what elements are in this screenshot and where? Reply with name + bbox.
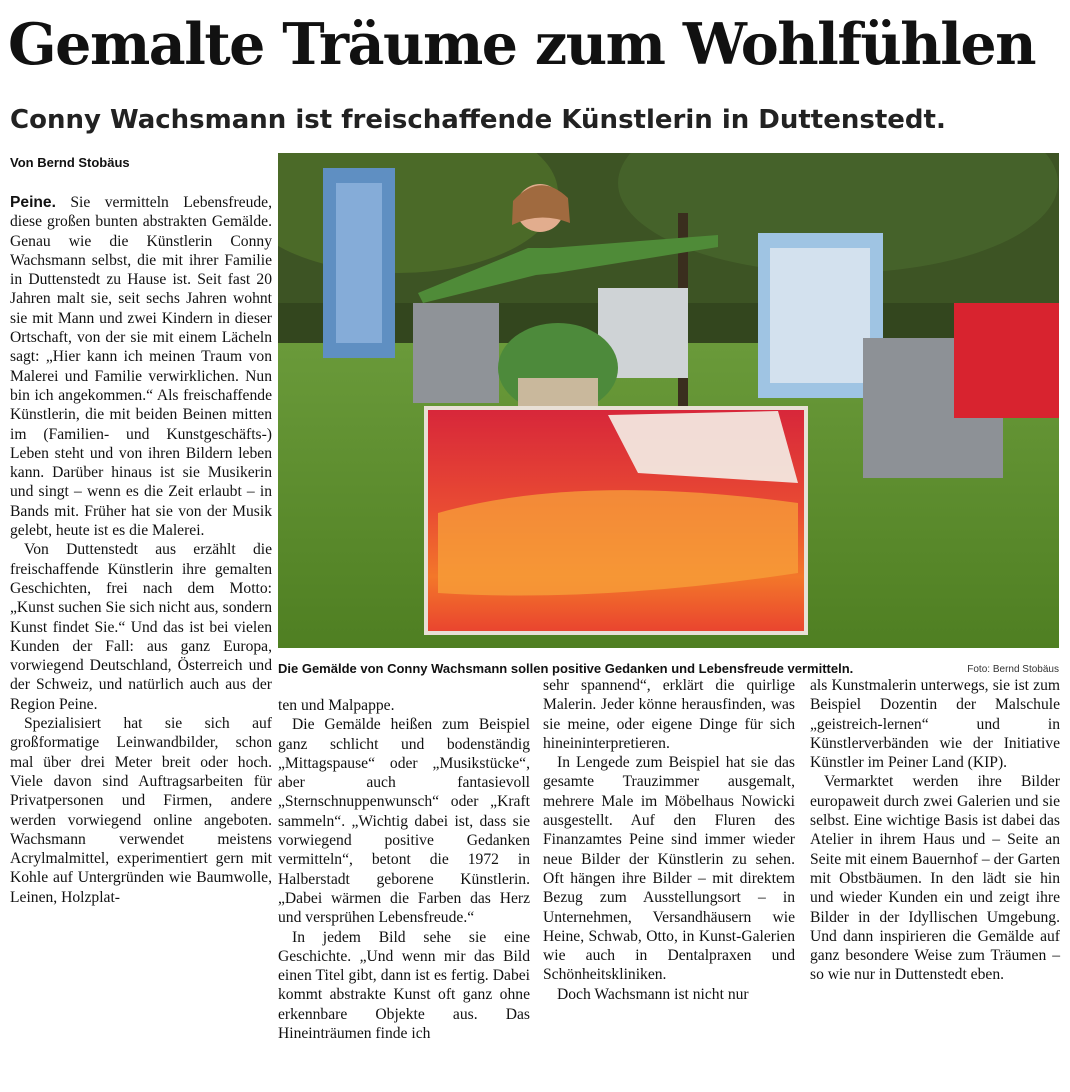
paragraph: als Kunstmalerin unterwegs, sie ist zum Beispiel Dozentin der Malschule „geistreich-lernen“ und in Künstlerverbänden wie der Initiative Künstler im Peiner Land (KIP). <box>810 677 1060 772</box>
article-column-2 <box>278 696 530 1043</box>
photo-credit: Foto: Bernd Stobäus <box>967 664 1059 675</box>
article-column-3 <box>543 676 795 1004</box>
headline: Gemalte Träume zum Wohlfühlen <box>8 11 1036 78</box>
article-column-1 <box>10 193 272 907</box>
article-photo <box>278 153 1059 648</box>
paragraph: ten und Malpappe. <box>278 697 395 714</box>
paragraph: Vermarktet werden ihre Bilder europaweit durch zwei Galerien und sie selbst. Eine wichtige Basis ist dabei das Atelier in ihrem Haus und – Seite an Seite mit einem Bauernhof – der Garten mit Obstbäumen. In den lädt sie hin und wieder Kunden ein und zeigt ihre Bilder in der Idyllischen Umgebung. Und dann inspirieren die Gemälde auf ganz besondere Weise zum Träumen – so wie nur in Duttenstedt eben. <box>810 773 1060 984</box>
paragraph: sehr spannend“, erklärt die quirlige Malerin. Jeder könne herausfinden, was sie meine, oder eigene Dinge für sich hineininterpretieren. <box>543 677 795 752</box>
paragraph: Die Gemälde heißen zum Beispiel ganz schlicht und bodenständig „Mittagspause“ oder „Musikstücke“, aber auch fantasievoll „Sternschnuppenwunsch“ oder „Kraft sammeln“. „Wichtig dabei ist, dass sie vorwiegend positive Gedanken vermitteln“, betont die 1972 in Halberstadt geborene Künstlerin. „Dabei wärmen die Farben das Herz und versprühen Lebensfreude.“ <box>278 716 530 927</box>
location-dateline: Peine. <box>10 194 56 211</box>
byline: Von Bernd Stobäus <box>10 155 130 170</box>
paragraph: Doch Wachsmann ist nicht nur <box>557 985 749 1003</box>
paragraph <box>10 193 272 540</box>
paragraph: In jedem Bild sehe sie eine Geschichte. „Und wenn mir das Bild einen Titel gibt, dann ist es fertig. Dabei kommt abstrakte Kunst oft ganz ohne erkennbare Objekte aus. Das Hineinträumen finde ich <box>278 928 530 1043</box>
subheadline: Conny Wachsmann ist freischaffende Künstlerin in Duttenstedt. <box>10 105 946 135</box>
article-column-4 <box>810 676 1060 985</box>
paragraph: Spezialisiert hat sie sich auf großformatige Leinwandbilder, schon mal über drei Meter breit oder hoch. Viele davon sind Auftragsarbeiten für Privatpersonen und Firmen, andere werden vorwiegend online angeboten. Wachsmann verwendet meistens Acrylmalmittel, experimentiert gern mit Kohle auf Untergründen wie Baumwolle, Leinen, Holzplat- <box>10 715 272 906</box>
paragraph: Von Duttenstedt aus erzählt die freischaffende Künstlerin ihre gemalten Geschichten, frei nach dem Motto: „Kunst suchen Sie sich nicht aus, sondern Kunst findet Sie.“ Und das ist bei vielen Kunden der Fall: aus ganz Europa, vorwiegend Deutschland, Österreich und der Schweiz, und natürlich auch aus der Region Peine. <box>10 541 272 713</box>
photo-caption: Die Gemälde von Conny Wachsmann sollen positive Gedanken und Lebensfreude vermitteln. <box>278 661 854 676</box>
paragraph-text: Sie vermitteln Lebensfreude, diese großen bunten abstrakten Gemälde. Genau wie die Künstlerin Conny Wachsmann selbst, die mit ihrer Familie in Duttenstedt zu Hause ist. Seit fast 20 Jahren malt sie, seit sechs Jahren wohnt sie mit Mann und zwei Kindern in dieser Ortschaft, von der sie mit einem Lächeln sagt: „Hier kann ich meinen Traum von Malerei und Familie verwirklichen. Nun bin ich angekommen.“ Als freischaffende Künstlerin, die mit beiden Beinen mitten im (Familien- und Kunstgeschäfts-) Leben steht und von ihren Bildern leben kann. Darüber hinaus ist sie Musikerin und singt – wenn es die Zeit erlaubt – in Bands mit. Früher hat sie von der Musik gelebt, heute ist es die Malerei. <box>10 194 272 540</box>
paragraph: In Lengede zum Beispiel hat sie das gesamte Trauzimmer ausgemalt, mehrere Male im Möbelhaus Nowicki ausgestellt. Auf den Fluren des Finanzamtes Peine sind immer wieder neue Bilder der Künstlerin zu sehen. Oft hängen ihre Bilder – mit direktem Bezug zum Ausstellungsort – in Unternehmen, Versandhäusern wie Heine, Schwab, Otto, in Kunst-Galerien wie auch in Dentalpraxen und Schönheitskliniken. <box>543 754 795 984</box>
